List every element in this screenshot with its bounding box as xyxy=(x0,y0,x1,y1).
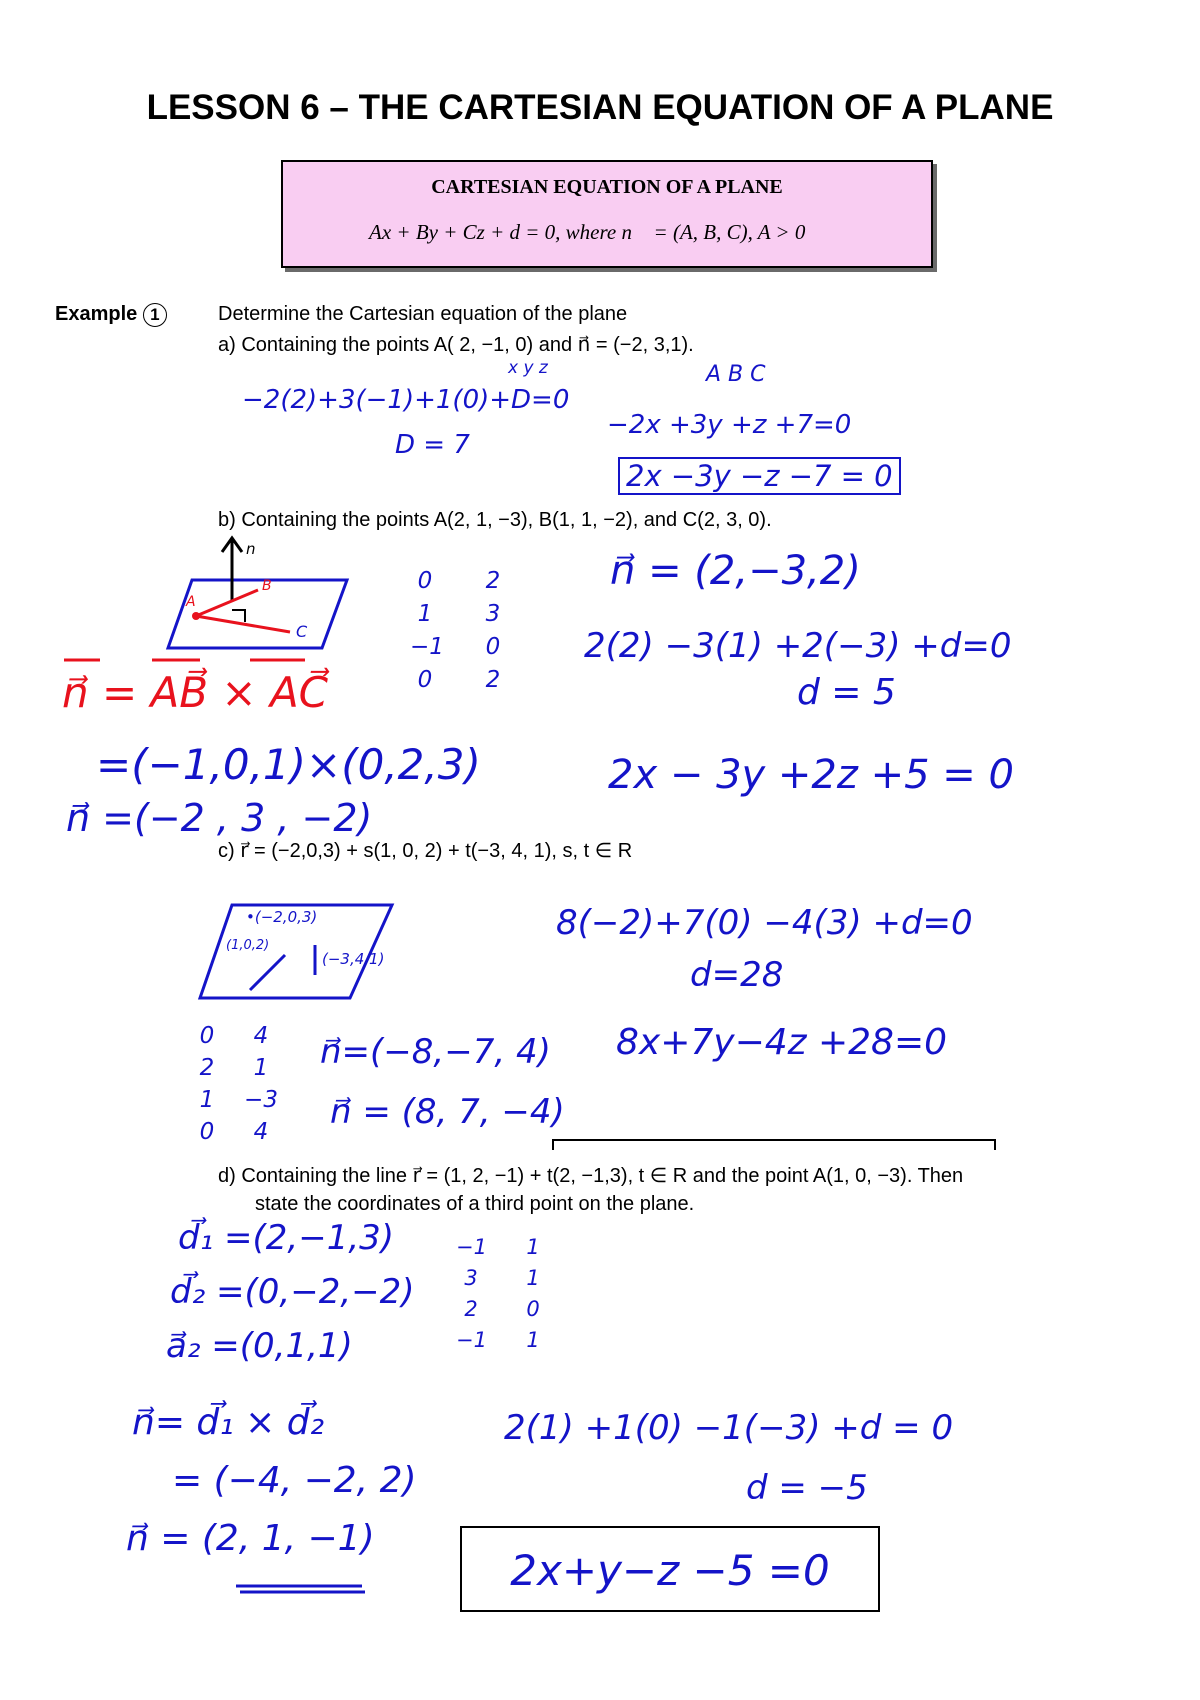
hw-d-substitution: 2(1) +1(0) −1(−3) +d = 0 xyxy=(504,1408,954,1448)
part-d-question-line1: d) Containing the line r⃗ = (1, 2, −1) + t(2, −1,3), t ∈ R and the point A(1, 0, −3). Then xyxy=(218,1165,964,1187)
hw-d-d-value: d = −5 xyxy=(746,1468,868,1508)
hw-d-column-2 xyxy=(518,1232,548,1356)
hw-a-equation: −2x +3y +z +7=0 xyxy=(607,410,852,440)
part-a-question: a) Containing the points A( 2, −1, 0) and n⃗ = (−2, 3,1). xyxy=(218,334,694,356)
hw-b-label-a: A xyxy=(186,594,196,610)
hw-b-right-angle xyxy=(232,610,245,622)
hw-c-n-1: n⃗=(−8,−7, 4) xyxy=(320,1032,551,1072)
hw-c-col1-1: 2 xyxy=(199,1055,215,1081)
hw-b-col2-1: 3 xyxy=(485,601,501,627)
hw-d-cross-values: = (−4, −2, 2) xyxy=(172,1460,417,1501)
hw-c-col1-3: 0 xyxy=(199,1119,215,1145)
hw-a-d-value: D = 7 xyxy=(395,430,470,460)
example-intro: Determine the Cartesian equation of the plane xyxy=(218,303,628,325)
hw-c-col1-2: 1 xyxy=(199,1087,215,1113)
hw-b-n-label: n xyxy=(246,540,256,558)
hw-d-final-equation: 2x+y−z −5 =0 xyxy=(460,1526,880,1612)
hw-b-column-1 xyxy=(410,565,444,697)
hw-d-col1-1: 3 xyxy=(464,1266,478,1290)
hw-b-vector-ac xyxy=(196,616,290,632)
hw-b-final-equation: 2x − 3y +2z +5 = 0 xyxy=(608,752,1014,798)
hw-c-d-value: d=28 xyxy=(690,955,784,995)
hw-d-col2-3: 1 xyxy=(526,1328,540,1352)
hw-b-vector-ab xyxy=(196,590,258,616)
hw-b-col1-1: 1 xyxy=(417,601,433,627)
part-d-question-line2: state the coordinates of a third point on the plane. xyxy=(255,1193,695,1215)
hw-d-a2: a⃗₂ =(0,1,1) xyxy=(166,1326,353,1366)
hw-c-col2-2: −3 xyxy=(244,1087,278,1113)
hw-b-cross-values: =(−1,0,1)×(0,2,3) xyxy=(96,740,481,789)
hw-c-final-equation: 8x+7y−4z +28=0 xyxy=(616,1022,948,1063)
hw-a-abc-note: A B C xyxy=(706,362,766,387)
hw-d-col1-2: 2 xyxy=(464,1297,478,1321)
hw-b-d-value: d = 5 xyxy=(797,672,896,713)
hw-c-n-2: n⃗ = (8, 7, −4) xyxy=(330,1092,565,1132)
hw-d-col2-2: 0 xyxy=(526,1297,540,1321)
hw-b-col1-2: −1 xyxy=(410,634,444,660)
hw-b-n-result: n⃗ =(−2 , 3 , −2) xyxy=(66,796,373,840)
hw-b-col2-2: 0 xyxy=(485,634,501,660)
example-number: 1 xyxy=(143,303,167,327)
hw-c-col2-0: 4 xyxy=(253,1023,269,1049)
hw-b-n-positive: n⃗ = (2,−3,2) xyxy=(610,548,861,594)
hw-d-col1-0: −1 xyxy=(456,1235,487,1259)
hw-a-xyz-note: x y z xyxy=(508,358,548,378)
hw-c-point: •(−2,0,3) xyxy=(246,908,318,926)
page-title: LESSON 6 – THE CARTESIAN EQUATION OF A PLANE xyxy=(146,88,1054,127)
hw-c-substitution: 8(−2)+7(0) −4(3) +d=0 xyxy=(556,903,973,943)
hw-b-col2-3: 2 xyxy=(485,667,501,693)
hw-c-col2-3: 4 xyxy=(253,1119,269,1145)
hw-d-n-cross: n⃗= d⃗₁ × d⃗₂ xyxy=(132,1402,325,1443)
part-c-question: c) r⃗ = (−2,0,3) + s(1, 0, 2) + t(−3, 4, 1), s, t ∈ R xyxy=(218,840,633,862)
hw-d-d1: d⃗₁ =(2,−1,3) xyxy=(178,1218,395,1258)
hw-d-col1-3: −1 xyxy=(456,1328,487,1352)
hw-b-column-2 xyxy=(478,565,508,697)
example-label-text: Example xyxy=(55,303,138,325)
hw-d-col2-1: 1 xyxy=(526,1266,540,1290)
hw-d-col2-0: 1 xyxy=(526,1235,540,1259)
hw-d-column-1 xyxy=(456,1232,486,1356)
hw-c-column-1 xyxy=(194,1020,220,1148)
definition-formula: Ax + By + Cz + d = 0, where n⃗ = (A, B, C), A > 0 xyxy=(369,220,806,244)
hw-d-n-result: n⃗ = (2, 1, −1) xyxy=(126,1518,375,1559)
hw-b-substitution: 2(2) −3(1) +2(−3) +d=0 xyxy=(584,626,1012,666)
hw-a-final-equation: 2x −3y −z −7 = 0 xyxy=(618,457,901,495)
hw-b-n-cross: n⃗ = AB⃗ × AC⃗ xyxy=(62,668,329,717)
hw-b-point-a xyxy=(192,612,200,620)
hw-c-col2-1: 1 xyxy=(253,1055,269,1081)
part-b-question: b) Containing the points A(2, 1, −3), B(1, 1, −2), and C(2, 3, 0). xyxy=(218,509,772,531)
hw-d-bracket xyxy=(553,1140,995,1150)
hw-c-direction-1: (1,0,2) xyxy=(226,938,270,953)
hw-c-direction-arrow xyxy=(250,955,285,990)
definition-heading: CARTESIAN EQUATION OF A PLANE xyxy=(431,176,783,198)
hw-b-col2-0: 2 xyxy=(485,568,501,594)
hw-c-column-2 xyxy=(244,1020,278,1148)
hw-b-label-b: B xyxy=(262,578,272,594)
hw-a-substitution: −2(2)+3(−1)+1(0)+D=0 xyxy=(242,385,570,415)
hw-b-col1-3: 0 xyxy=(417,667,433,693)
hw-c-col1-0: 0 xyxy=(199,1023,215,1049)
hw-b-col1-0: 0 xyxy=(417,568,433,594)
hw-d-d2: d⃗₂ =(0,−2,−2) xyxy=(170,1272,415,1312)
hw-b-label-c: C xyxy=(296,622,308,641)
hw-c-direction-2: (−3,4,1) xyxy=(322,950,385,968)
